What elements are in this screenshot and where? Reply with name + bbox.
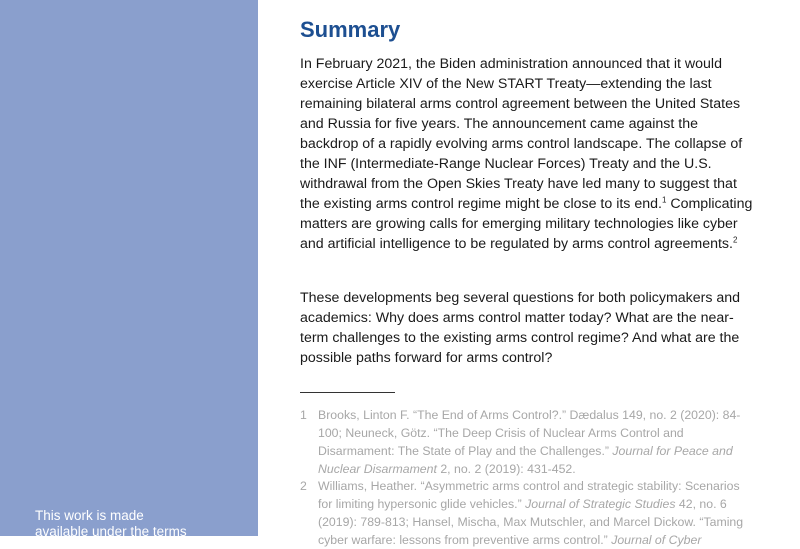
footnote-2-text-a: Williams, Heather. “Asymmetric arms control and strategic stability: Scenarios for limiting hypersonic glide vehicles.”: [318, 479, 740, 511]
footnote-ref-2[interactable]: 2: [732, 235, 738, 245]
footnote-number: 1: [300, 408, 307, 422]
footnote-text: [318, 477, 748, 549]
page-title: Summary: [300, 17, 401, 42]
license-note-line2: available under the terms: [35, 524, 187, 539]
license-note-line1: This work is made: [35, 508, 144, 523]
footnote-divider: [300, 392, 395, 393]
summary-paragraph-1: [300, 54, 760, 254]
footnote-2-journal-b: Journal of Cyber: [611, 533, 702, 547]
footnote-text: [318, 406, 748, 478]
footnote-1: [300, 406, 760, 478]
footnote-1-text-a: Brooks, Linton F. “The End of Arms Control?.” Dædalus 149, no. 2 (2020): 84-100; Neuneck, Götz. “The Deep Crisis of Nuclear Arms Control and Disarmament: The State of Play and the Challenges.”: [318, 408, 741, 458]
sidebar-panel: [0, 0, 258, 539]
footnote-1-journal: Journal for Peace and Nuclear Disarmament: [318, 444, 733, 476]
p1-text-part2: Complicating matters are growing calls for emerging military technologies like cyber and artificial intelligence to be regulated by arms control agreements.: [300, 196, 753, 252]
summary-paragraph-2: These developments beg several questions for both policymakers and academics: Why does arms control matter today? What are the near-term challenges to the existing arms control regime? And what are the possible paths forward for arms control?: [300, 290, 741, 366]
footnote-1-text-b: 2, no. 2 (2019): 431-452.: [436, 462, 576, 476]
footnote-2: [300, 477, 760, 549]
footnote-number: 2: [300, 479, 307, 493]
footnote-ref-1[interactable]: 1: [661, 195, 667, 205]
footnote-2-text-b: 42, no. 6 (2019): 789-813; Hansel, Mischa, Max Mutschler, and Marcel Dickow. “Taming cyber warfare: lessons from preventive arms control.”: [318, 497, 744, 547]
p1-text-part1: In February 2021, the Biden administration announced that it would exercise Article XIV of the New START Treaty—extending the last remaining bilateral arms control agreement between the United States and Russia for five years. The announcement came against the backdrop of a rapidly evolving arms control landscape. The collapse of the INF (Intermediate-Range Nuclear Forces) Treaty and the U.S. withdrawal from the Open Skies Treaty have led many to suggest that the existing arms control regime might be close to its end.: [300, 56, 743, 212]
license-note: [35, 508, 235, 540]
footnote-2-journal-a: Journal of Strategic Studies: [525, 497, 676, 511]
